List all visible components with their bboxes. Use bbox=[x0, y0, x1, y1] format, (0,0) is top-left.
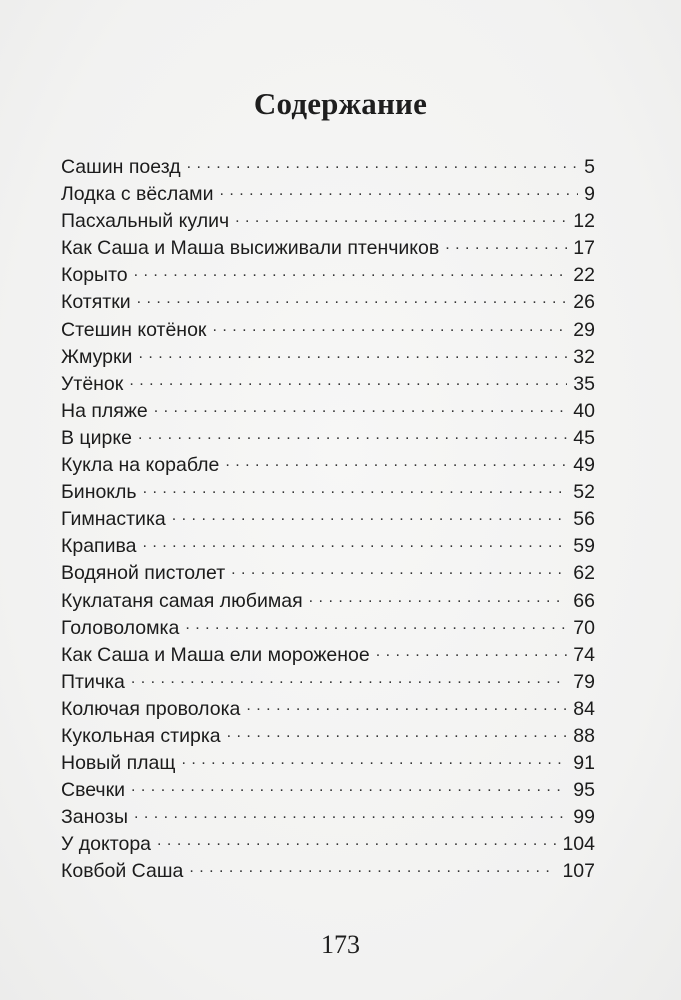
toc-entry-title: Кукольная стирка bbox=[61, 724, 221, 747]
dot-leader bbox=[445, 234, 567, 254]
toc-entry-title: Колючая проволока bbox=[61, 697, 241, 720]
toc-entry bbox=[61, 722, 595, 749]
toc-entry-page: 35 bbox=[573, 372, 595, 395]
toc-entry bbox=[61, 776, 595, 803]
toc-entry-title: Лодка с вёслами bbox=[61, 183, 214, 206]
toc-entry-title: Ковбой Саша bbox=[61, 860, 184, 883]
dot-leader bbox=[181, 749, 567, 769]
toc-entry bbox=[61, 695, 595, 722]
dot-leader bbox=[227, 722, 568, 742]
toc-entry bbox=[61, 505, 595, 532]
dot-leader bbox=[246, 695, 567, 715]
dot-leader bbox=[172, 505, 568, 525]
dot-leader bbox=[185, 614, 567, 634]
dot-leader bbox=[225, 451, 567, 471]
toc-entry bbox=[61, 749, 595, 776]
toc-entry-page: 59 bbox=[573, 535, 595, 558]
toc-entry-page: 95 bbox=[573, 779, 595, 802]
toc-entry bbox=[61, 180, 595, 207]
toc-entry-title: Корыто bbox=[61, 264, 128, 287]
toc-entry-page: 45 bbox=[573, 426, 595, 449]
toc-entry bbox=[61, 478, 595, 505]
dot-leader bbox=[235, 207, 567, 227]
toc-entry bbox=[61, 830, 595, 857]
toc-entry bbox=[61, 316, 595, 343]
dot-leader bbox=[376, 641, 568, 661]
toc-entry-page: 62 bbox=[573, 562, 595, 585]
toc-entry-page: 9 bbox=[584, 183, 595, 206]
dot-leader bbox=[212, 316, 567, 336]
toc-entry bbox=[61, 587, 595, 614]
toc-entry-title: Крапива bbox=[61, 535, 137, 558]
dot-leader bbox=[187, 153, 579, 173]
page-title: Содержание bbox=[253, 86, 428, 121]
toc-entry-title: Жмурки bbox=[61, 345, 133, 368]
toc-entry-page: 70 bbox=[573, 616, 595, 639]
dot-leader bbox=[189, 857, 556, 877]
toc-entry-page: 32 bbox=[573, 345, 595, 368]
toc-entry-page: 12 bbox=[573, 210, 595, 233]
toc-entry-title: Новый плащ bbox=[61, 752, 176, 775]
toc-entry bbox=[61, 207, 595, 234]
toc-entry bbox=[61, 668, 595, 695]
toc-entry-title: Сашин поезд bbox=[61, 156, 181, 178]
table-of-contents bbox=[61, 153, 595, 885]
toc-entry-page: 26 bbox=[573, 291, 595, 314]
dot-leader bbox=[131, 776, 567, 796]
dot-leader bbox=[134, 261, 568, 281]
dot-leader bbox=[154, 397, 568, 417]
toc-entry bbox=[61, 803, 595, 830]
toc-entry-title: Свечки bbox=[61, 779, 126, 802]
dot-leader bbox=[138, 424, 567, 444]
toc-entry-title: Гимнастика bbox=[61, 508, 166, 531]
toc-entry-title: Пасхальный кулич bbox=[61, 210, 230, 233]
toc-entry-title: У доктора bbox=[61, 833, 152, 856]
toc-entry-title: В цирке bbox=[61, 426, 132, 449]
page-number: 173 bbox=[321, 930, 360, 959]
dot-leader bbox=[138, 343, 567, 363]
dot-leader bbox=[129, 370, 567, 390]
toc-entry-title: Котятки bbox=[61, 291, 131, 314]
toc-entry-page: 107 bbox=[562, 860, 595, 883]
toc-entry bbox=[61, 261, 595, 288]
toc-entry-page: 84 bbox=[573, 697, 595, 720]
toc-entry-title: Головоломка bbox=[61, 616, 180, 639]
dot-leader bbox=[309, 587, 568, 607]
toc-entry bbox=[61, 559, 595, 586]
dot-leader bbox=[157, 830, 556, 850]
toc-entry bbox=[61, 234, 595, 261]
toc-entry-title: На пляже bbox=[61, 399, 148, 422]
toc-entry-title: Водяной пистолет bbox=[61, 562, 226, 585]
toc-entry bbox=[61, 424, 595, 451]
dot-leader bbox=[219, 180, 578, 200]
toc-entry-title: Бинокль bbox=[61, 481, 137, 504]
toc-entry-page: 22 bbox=[573, 264, 595, 287]
toc-entry bbox=[61, 641, 595, 668]
toc-entry bbox=[61, 370, 595, 397]
dot-leader bbox=[134, 803, 567, 823]
dot-leader bbox=[143, 532, 568, 552]
toc-entry-page: 88 bbox=[573, 724, 595, 747]
toc-entry bbox=[61, 451, 595, 478]
toc-entry-title: Куклатаня самая любимая bbox=[61, 589, 303, 612]
toc-entry-page: 99 bbox=[573, 806, 595, 829]
toc-entry bbox=[61, 397, 595, 424]
toc-entry bbox=[61, 857, 595, 884]
toc-entry-title: Птичка bbox=[61, 670, 125, 693]
toc-entry bbox=[61, 614, 595, 641]
toc-entry-page: 49 bbox=[573, 454, 595, 477]
toc-entry-page: 52 bbox=[573, 481, 595, 504]
toc-entry-page: 17 bbox=[573, 237, 595, 260]
toc-entry bbox=[61, 153, 595, 180]
dot-leader bbox=[143, 478, 568, 498]
toc-entry bbox=[61, 343, 595, 370]
toc-entry-title: Кукла на корабле bbox=[61, 454, 220, 477]
toc-entry-page: 40 bbox=[573, 399, 595, 422]
toc-entry-title: Занозы bbox=[61, 806, 128, 829]
dot-leader bbox=[131, 668, 567, 688]
toc-entry-page: 91 bbox=[573, 752, 595, 775]
toc-entry-page: 79 bbox=[573, 670, 595, 693]
toc-entry-page: 66 bbox=[573, 589, 595, 612]
toc-entry-title: Стешин котёнок bbox=[61, 318, 207, 341]
toc-entry-page: 29 bbox=[573, 318, 595, 341]
toc-entry-page: 56 bbox=[573, 508, 595, 531]
dot-leader bbox=[137, 288, 568, 308]
toc-entry-page: 104 bbox=[562, 833, 595, 856]
toc-entry bbox=[61, 532, 595, 559]
toc-entry bbox=[61, 288, 595, 315]
toc-entry-title: Как Саша и Маша ели мороженое bbox=[61, 643, 370, 666]
toc-entry-page: 5 bbox=[584, 156, 595, 178]
toc-entry-title: Как Саша и Маша высиживали птенчиков bbox=[61, 237, 440, 260]
toc-entry-title: Утёнок bbox=[61, 372, 124, 395]
toc-entry-page: 74 bbox=[573, 643, 595, 666]
dot-leader bbox=[231, 559, 567, 579]
